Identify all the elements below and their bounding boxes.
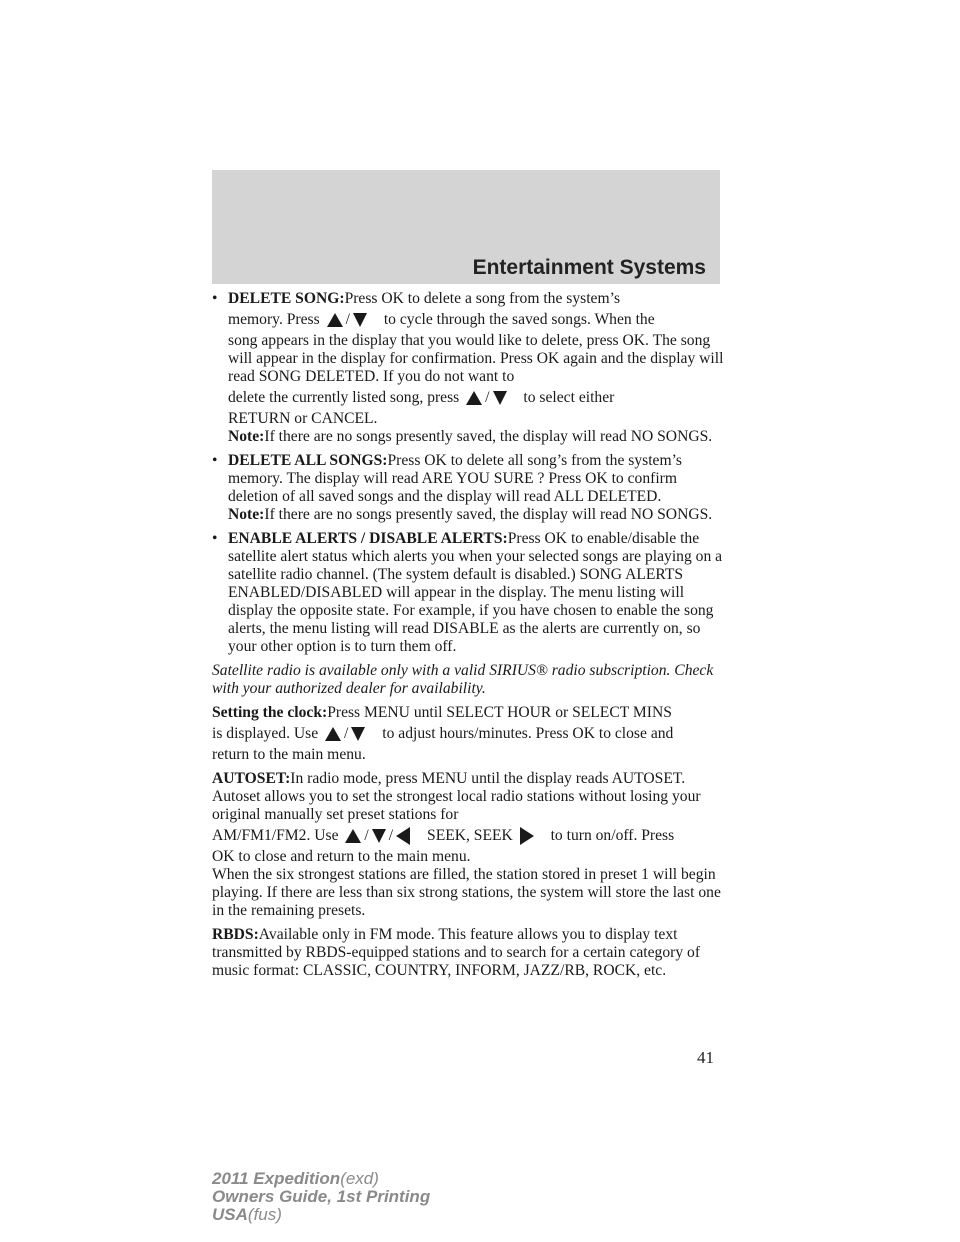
section-title: Entertainment Systems — [472, 256, 706, 279]
rbds-paragraph: RBDS:Available only in FM mode. This feature allows you to display text transmitted by RBDS-equipped stations and to search for a certain category of music format: CLASSIC, COUNTRY, INFORM, JAZZ/RB, ROCK, etc. — [212, 926, 701, 979]
satellite-note: Satellite radio is available only with a valid SIRIUS® radio subscription. Check with your authorized dealer for availability. — [212, 662, 714, 697]
list-item-alerts: • ENABLE ALERTS / DISABLE ALERTS:Press OK to enable/disable the satellite alert status which alerts you when your selected songs are playing on a satellite radio channel. (The system default is disabled.) SONG ALERTS ENABLED/DISABLED will appear in the display. The menu listing will display the opposite state. For example, if you have chosen to enable the song alerts, the menu listing will read DISABLE as the alerts are currently on, so your other option is to turn them off. — [212, 530, 723, 655]
autoset-paragraph: AUTOSET:In radio mode, press MENU until the display reads AUTOSET. Autoset allows you to set the strongest local radio stations without losing your original manually set preset stations for AM/FM1/FM2. Use / / SEEK, SEEK to turn on/off. Press OK to close and return to the main menu. When the six strongest stations are filled, the station stored in preset 1 will begin playing. If there are less than six strong stations, the system will store the last one in the remaining presets. — [212, 770, 721, 919]
page-number: 41 — [697, 1048, 714, 1067]
left-arrow-icon — [396, 827, 410, 845]
down-arrow-icon — [493, 391, 507, 405]
down-arrow-icon — [351, 727, 365, 741]
term-alerts: ENABLE ALERTS / DISABLE ALERTS: — [228, 530, 508, 547]
up-arrow-icon — [466, 391, 482, 405]
section-header-band — [212, 170, 720, 284]
right-arrow-icon — [520, 827, 534, 845]
note-label: Note: — [228, 428, 265, 445]
term-autoset: AUTOSET: — [212, 770, 291, 787]
bullet: • — [212, 452, 218, 469]
down-arrow-icon — [372, 829, 386, 843]
up-arrow-icon — [345, 829, 361, 843]
note-label: Note: — [228, 506, 265, 523]
bullet: • — [212, 290, 218, 307]
down-arrow-icon — [353, 313, 367, 327]
page-content — [212, 290, 727, 980]
term-delete-all-songs: DELETE ALL SONGS: — [228, 452, 388, 469]
clock-paragraph: Setting the clock:Press MENU until SELECT HOUR or SELECT MINS is displayed. Use / to adjust hours/minutes. Press OK to close and return to the main menu. — [212, 704, 674, 763]
up-arrow-icon — [325, 727, 341, 741]
bullet: • — [212, 530, 218, 547]
up-arrow-icon — [327, 313, 343, 327]
list-item-delete-song: • DELETE SONG:Press OK to delete a song from the system’s memory. Press / to cycle through the saved songs. When the song appears in the display that you would like to delete, press OK. The song will appear in the display for confirmation. Press OK again and the display will read SONG DELETED. If you do not want to delete the currently listed song, press / to select either RETURN or CANCEL. Note:If there are no songs presently saved, the display will read NO SONGS. — [212, 290, 724, 445]
term-delete-song: DELETE SONG: — [228, 290, 345, 307]
term-rbds: RBDS: — [212, 926, 259, 943]
footer-imprint: 2011 Expedition(exd) Owners Guide, 1st Printing USA(fus) — [212, 1169, 431, 1224]
term-setting-clock: Setting the clock: — [212, 704, 328, 721]
list-item-delete-all-songs: • DELETE ALL SONGS:Press OK to delete all song’s from the system’s memory. The display will read ARE YOU SURE ? Press OK to confirm deletion of all saved songs and the display will read ALL DELETED. Note:If there are no songs presently saved, the display will read NO SONGS. — [212, 452, 713, 523]
